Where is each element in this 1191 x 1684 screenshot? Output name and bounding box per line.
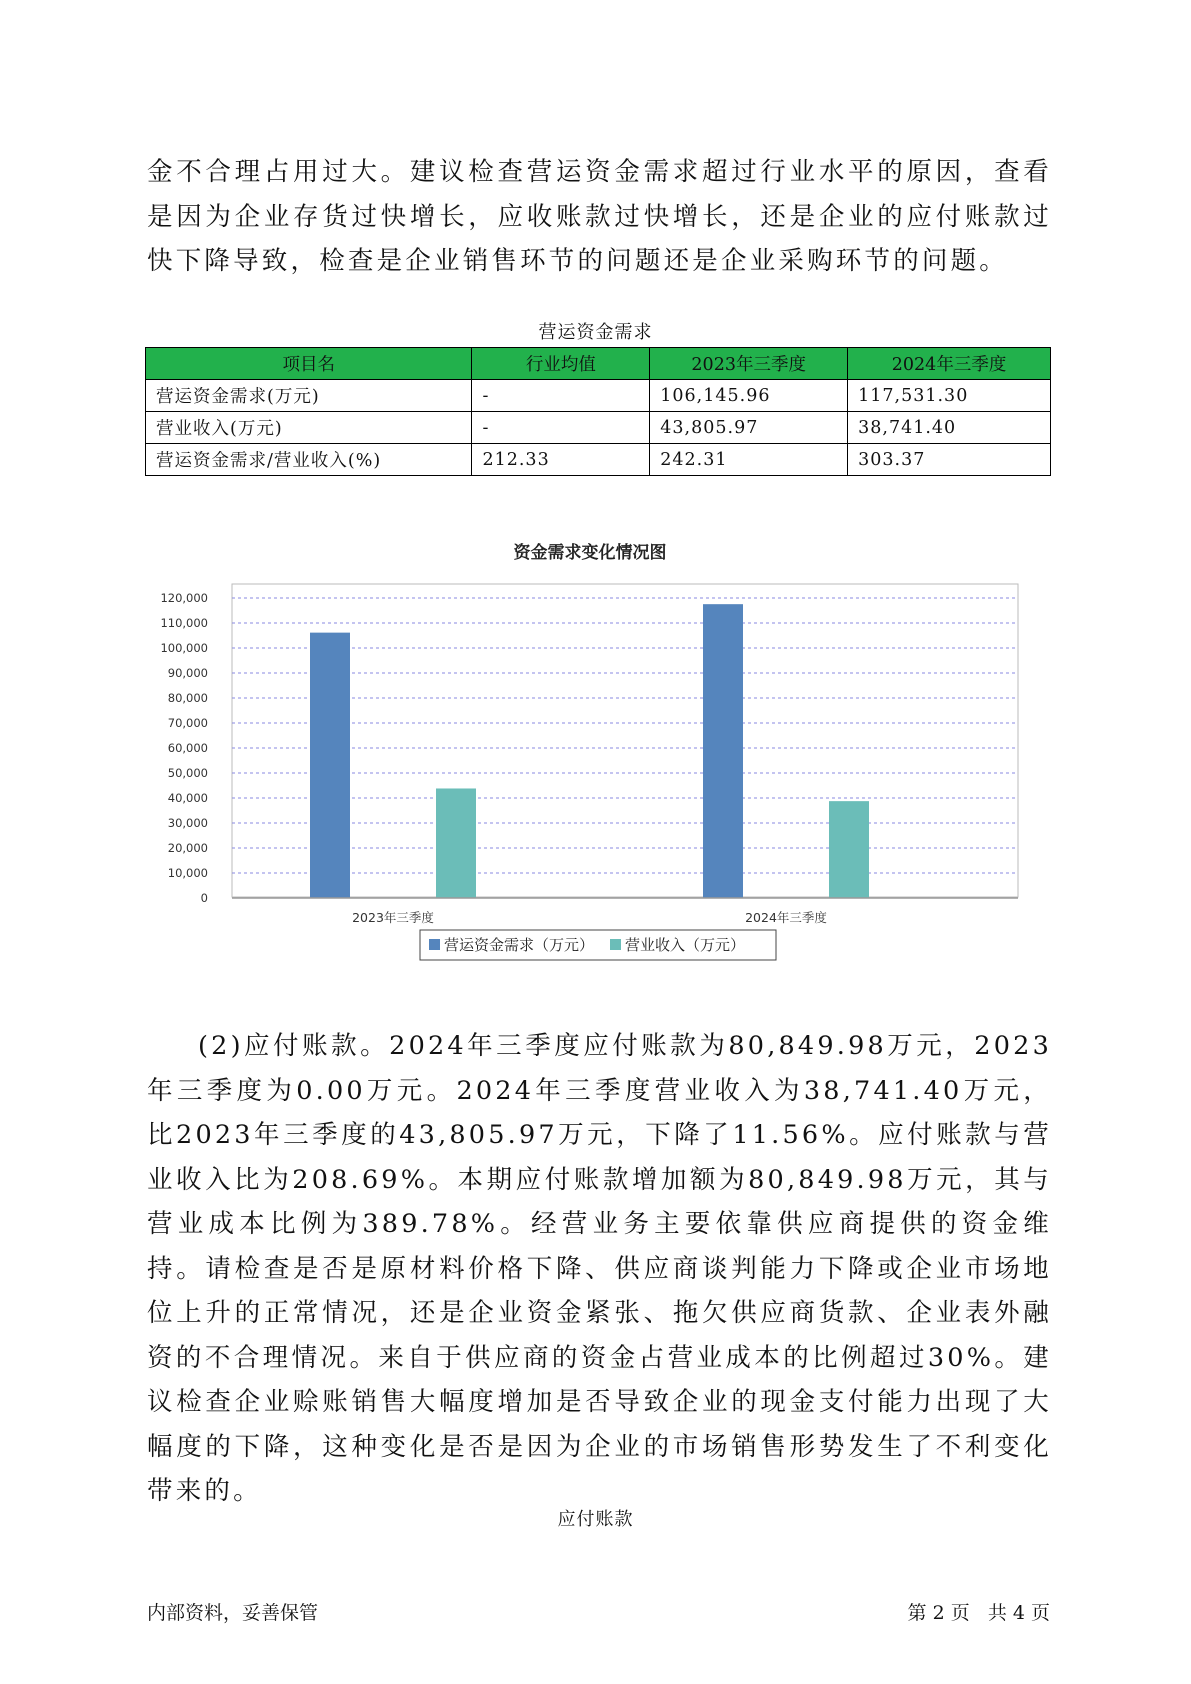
table-cell: 212.33 <box>472 444 650 476</box>
table-header-row <box>146 348 1051 380</box>
header-cell: 2024年三季度 <box>848 348 1051 380</box>
bar <box>703 604 743 898</box>
header-cell: 2023年三季度 <box>650 348 848 380</box>
working-capital-table <box>145 347 1051 476</box>
bar <box>310 633 350 898</box>
x-axis-labels <box>352 910 827 925</box>
chart-title: 资金需求变化情况图 <box>513 543 667 563</box>
table-cell: 营运资金需求(万元) <box>146 380 472 412</box>
table-cell: 38,741.40 <box>848 412 1051 444</box>
legend-label: 营运资金需求（万元） <box>444 936 595 954</box>
table-cell: - <box>472 412 650 444</box>
y-tick-label: 10,000 <box>167 866 208 880</box>
body-paragraph: (2)应付账款。2024年三季度应付账款为80,849.98万元，2023年三季度为0.00万元。2024年三季度营业收入为38,741.40万元，比2023年三季度的43,805.97万元，下降了11.56%。应付账款与营业收入比为208.69%。本期应付账款增加额为80,849.98万元，其与营业成本比例为389.78%。经营业务主要依靠供应商提供的资金维持。请检查是否是原材料价格下降、供应商谈判能力下降或企业市场地位上升的正常情况，还是企业资金紧张、拖欠供应商货款、企业表外融资的不合理情况。来自于供应商的资金占营业成本的比例超过30%。建议检查企业赊账销售大幅度增加是否导致企业的现金支付能力出现了大幅度的下降，这种变化是否是因为企业的市场销售形势发生了不利变化带来的。 <box>147 1031 1052 1506</box>
table-row <box>146 412 1051 444</box>
table-cell: 242.31 <box>650 444 848 476</box>
legend <box>420 930 776 960</box>
x-tick-label: 2023年三季度 <box>352 910 434 925</box>
y-tick-label: 90,000 <box>167 666 208 680</box>
y-tick-label: 110,000 <box>160 616 208 630</box>
bar <box>829 801 869 898</box>
legend-swatch <box>610 939 621 950</box>
bar <box>436 788 476 898</box>
y-tick-label: 50,000 <box>167 766 208 780</box>
x-tick-label: 2024年三季度 <box>745 910 827 925</box>
y-tick-label: 20,000 <box>167 841 208 855</box>
header-cell: 行业均值 <box>472 348 650 380</box>
y-axis-labels <box>160 591 208 905</box>
table-row <box>146 444 1051 476</box>
y-tick-label: 70,000 <box>167 716 208 730</box>
y-tick-label: 80,000 <box>167 691 208 705</box>
y-tick-label: 40,000 <box>167 791 208 805</box>
page-number: 第 2 页 共 4 页 <box>907 1602 1050 1624</box>
table-cell: 营运资金需求/营业收入(%) <box>146 444 472 476</box>
table-cell: 43,805.97 <box>650 412 848 444</box>
body-paragraph: 金不合理占用过大。建议检查营运资金需求超过行业水平的原因，查看是因为企业存货过快增长，应收账款过快增长，还是企业的应付账款过快下降导致，检查是企业销售环节的问题还是企业采购环节的问题。 <box>147 157 1052 276</box>
y-tick-label: 0 <box>200 891 208 905</box>
table-caption: 营运资金需求 <box>538 322 653 343</box>
y-tick-label: 60,000 <box>167 741 208 755</box>
header-cell: 项目名 <box>146 348 472 380</box>
y-tick-label: 100,000 <box>160 641 208 655</box>
legend-label: 营业收入（万元） <box>625 936 746 954</box>
table-cell: - <box>472 380 650 412</box>
table-cell: 303.37 <box>848 444 1051 476</box>
section-caption: 应付账款 <box>557 1509 634 1530</box>
y-tick-label: 30,000 <box>167 816 208 830</box>
table-row <box>146 380 1051 412</box>
table-cell: 营业收入(万元) <box>146 412 472 444</box>
table-cell: 117,531.30 <box>848 380 1051 412</box>
table-cell: 106,145.96 <box>650 380 848 412</box>
bar-chart <box>150 532 1030 982</box>
y-tick-label: 120,000 <box>160 591 208 605</box>
footer-note: 内部资料，妥善保管 <box>147 1602 319 1624</box>
legend-swatch <box>429 939 440 950</box>
